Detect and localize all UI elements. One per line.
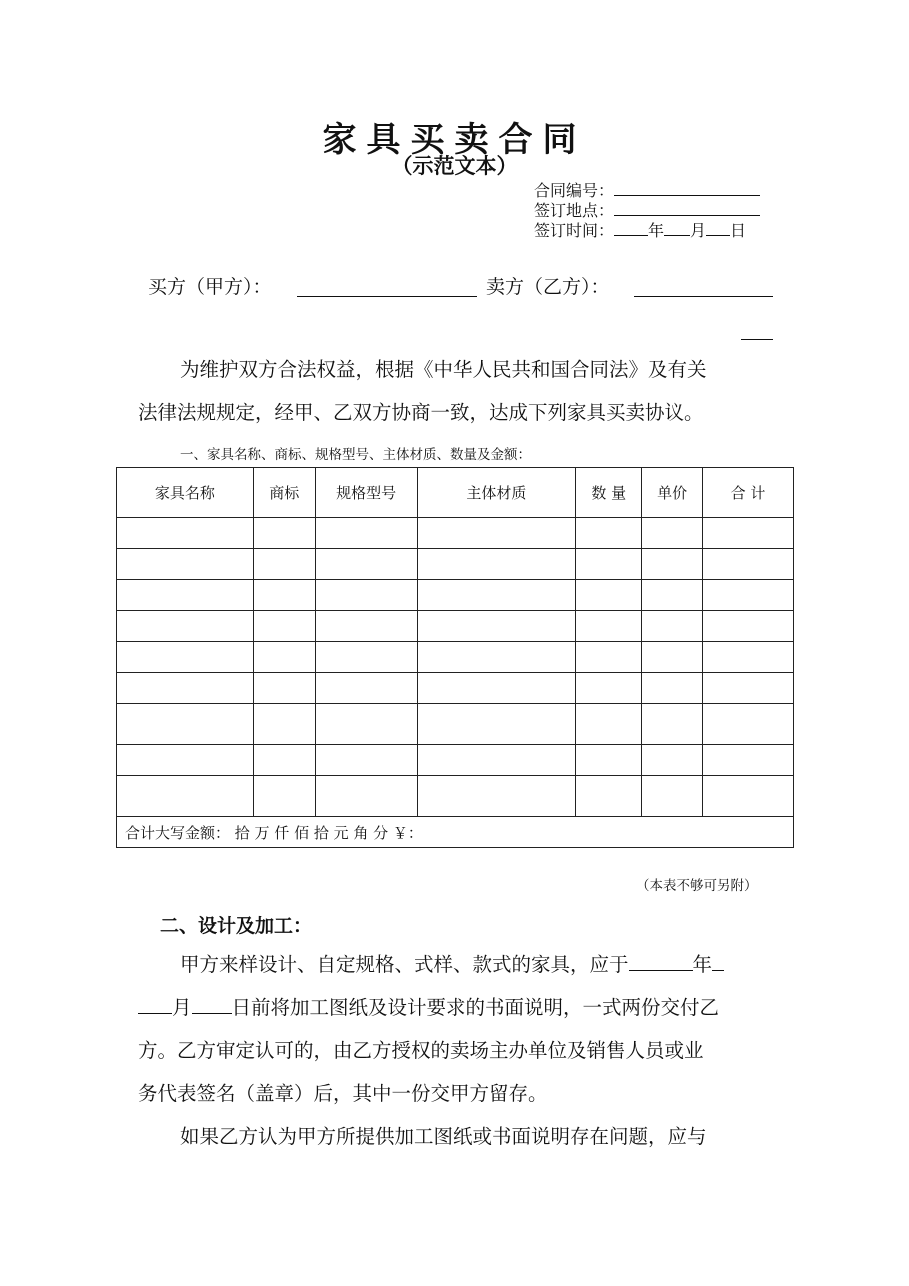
contract-number-label: 合同编号： <box>534 181 615 200</box>
col-header-quantity: 数 量 <box>576 468 642 518</box>
signing-day-blank[interactable] <box>706 221 730 236</box>
table-note: （本表不够可另附） <box>636 878 758 894</box>
section-2-paragraph-2 <box>138 1115 778 1158</box>
section-2-text-a: 甲方来样设计、自定规格、式样、款式的家具，应于 <box>180 953 629 976</box>
seller-blank-continued[interactable] <box>741 339 773 340</box>
table-header-row <box>117 468 794 518</box>
table-row <box>117 776 794 817</box>
intro-line-1: 为维护双方合法权益，根据《中华人民共和国合同法》及有关 <box>180 358 707 381</box>
month-label: 月 <box>690 221 707 240</box>
table-row <box>117 745 794 776</box>
intro-paragraph <box>138 348 778 434</box>
col-header-unit-price: 单价 <box>642 468 703 518</box>
signing-time-row <box>534 218 746 241</box>
section-2-paragraph-1 <box>138 943 778 1115</box>
signing-place-blank[interactable] <box>614 201 760 216</box>
furniture-table <box>116 467 794 848</box>
section-2-text-c: 方。乙方审定认可的，由乙方授权的卖场主办单位及销售人员或业 <box>138 1039 704 1062</box>
table-row <box>117 549 794 580</box>
buyer-blank[interactable] <box>297 296 477 297</box>
section-2-text-b: 日前将加工图纸及设计要求的书面说明，一式两份交付乙 <box>231 996 720 1019</box>
col-header-material: 主体材质 <box>417 468 576 518</box>
table-row <box>117 518 794 549</box>
design-year-blank[interactable] <box>629 952 693 971</box>
document-title: 家具买卖合同 <box>322 120 587 160</box>
table-row <box>117 673 794 704</box>
year-label: 年 <box>648 221 665 240</box>
contract-number-blank[interactable] <box>614 181 760 196</box>
design-month-label: 月 <box>172 996 192 1019</box>
col-header-brand: 商标 <box>253 468 315 518</box>
section-1-heading: 一、家具名称、商标、规格型号、主体材质、数量及金额： <box>180 447 531 463</box>
intro-line-2: 法律法规规定，经甲、乙双方协商一致，达成下列家具买卖协议。 <box>138 401 704 424</box>
section-2-text-p2: 如果乙方认为甲方所提供加工图纸或书面说明存在问题，应与 <box>180 1125 707 1148</box>
design-month-blank[interactable] <box>138 995 172 1014</box>
col-header-name: 家具名称 <box>117 468 254 518</box>
table-row <box>117 611 794 642</box>
design-day-blank[interactable] <box>192 995 232 1014</box>
signing-year-blank[interactable] <box>614 221 648 236</box>
underline-tail <box>712 952 724 971</box>
total-amount-label[interactable]: 合计大写金额： 拾 万 仟 佰 拾 元 角 分 ￥： <box>117 817 794 848</box>
table-row <box>117 580 794 611</box>
section-2-text-d: 务代表签名（盖章）后，其中一份交甲方留存。 <box>138 1082 548 1105</box>
document-subtitle: （示范文本） <box>391 154 518 178</box>
table-row <box>117 642 794 673</box>
table-total-row <box>117 817 794 848</box>
section-2-heading: 二、设计及加工： <box>160 915 313 937</box>
seller-label: 卖方（乙方）： <box>486 276 610 298</box>
buyer-label: 买方（甲方）： <box>148 276 272 298</box>
signing-place-label: 签订地点： <box>534 201 615 220</box>
table-row <box>117 704 794 745</box>
seller-blank[interactable] <box>634 296 773 297</box>
design-year-label: 年 <box>692 953 713 976</box>
signing-month-blank[interactable] <box>664 221 690 236</box>
col-header-model: 规格型号 <box>315 468 417 518</box>
col-header-subtotal: 合 计 <box>703 468 794 518</box>
signing-time-label: 签订时间： <box>534 221 615 240</box>
day-label: 日 <box>730 221 747 240</box>
